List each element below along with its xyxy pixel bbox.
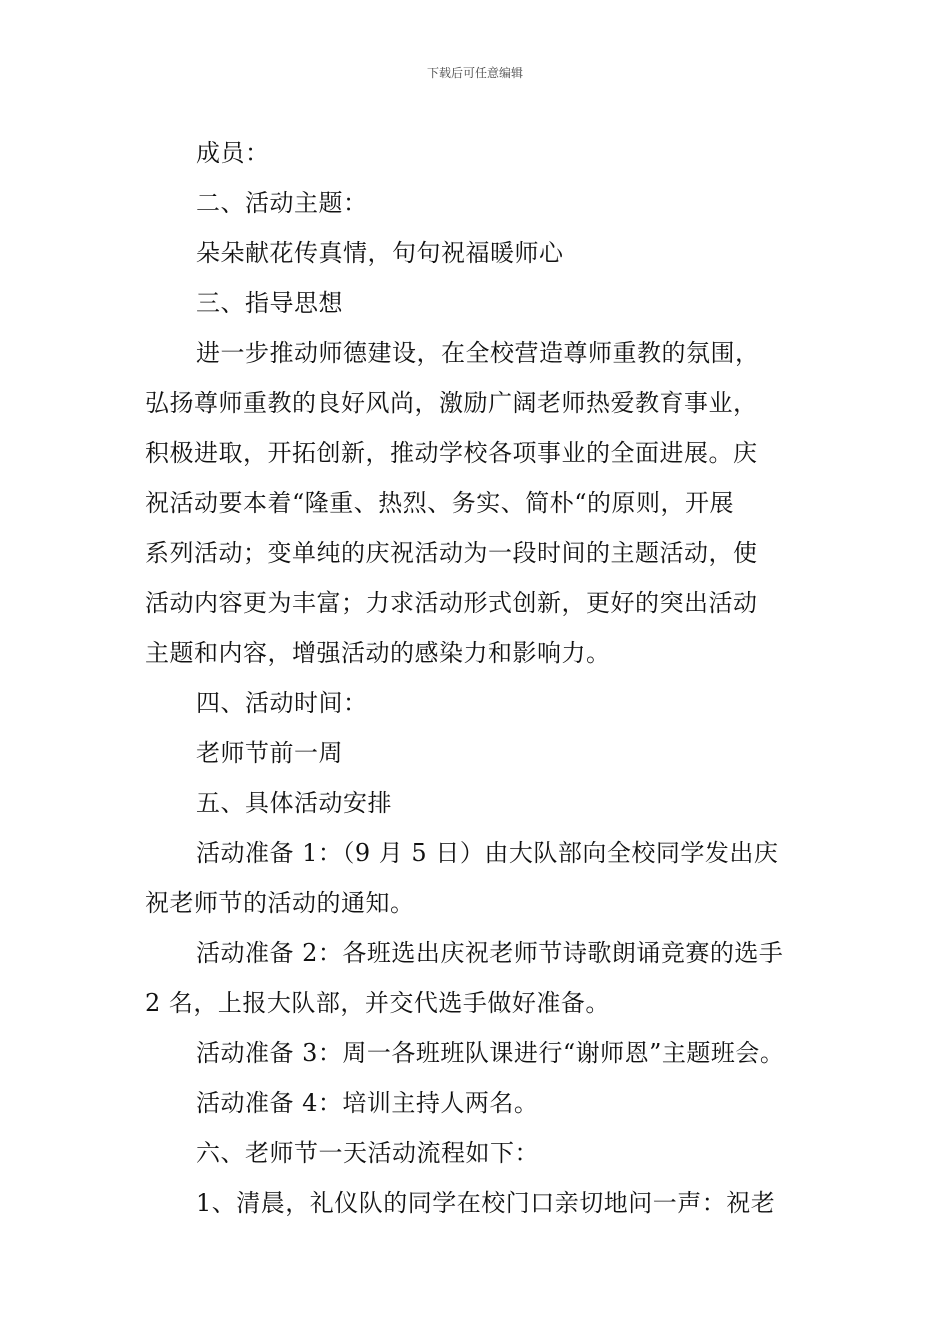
text-line: 老师节前一周 bbox=[196, 739, 343, 767]
text-line: 活动内容更为丰富；力求活动形式创新，更好的突出活动 bbox=[145, 589, 758, 617]
text-line: 四、活动时间： bbox=[196, 689, 368, 717]
text-line: 2 名，上报大队部，并交代选手做好准备。 bbox=[145, 989, 610, 1017]
text-line: 1、清晨，礼仪队的同学在校门口亲切地问一声：祝老 bbox=[196, 1189, 776, 1217]
text-line: 进一步推动师德建设，在全校营造尊师重教的氛围， bbox=[196, 339, 760, 367]
text-line: 祝老师节的活动的通知。 bbox=[145, 889, 415, 917]
text-line: 六、老师节一天活动流程如下： bbox=[196, 1139, 539, 1167]
text-line: 主题和内容，增强活动的感染力和影响力。 bbox=[145, 639, 611, 667]
page-header: 下载后可任意编辑 bbox=[426, 66, 523, 80]
text-line: 系列活动；变单纯的庆祝活动为一段时间的主题活动，使 bbox=[145, 539, 758, 567]
text-line: 祝活动要本着“隆重、热烈、务实、简朴“的原则，开展 bbox=[145, 489, 735, 517]
text-line: 朵朵献花传真情，句句祝福暖师心 bbox=[196, 239, 564, 267]
text-line: 成员： bbox=[196, 139, 270, 167]
document-body bbox=[145, 128, 810, 1228]
text-line: 活动准备 4：培训主持人两名。 bbox=[196, 1089, 539, 1117]
text-line: 活动准备 3：周一各班班队课进行“谢师恩”主题班会。 bbox=[196, 1039, 785, 1067]
text-line: 二、活动主题： bbox=[196, 189, 368, 217]
text-line: 活动准备 1：（9 月 5 日）由大队部向全校同学发出庆 bbox=[196, 839, 779, 867]
text-line: 弘扬尊师重教的良好风尚，激励广阔老师热爱教育事业， bbox=[145, 389, 758, 417]
text-line: 活动准备 2：各班选出庆祝老师节诗歌朗诵竞赛的选手 bbox=[196, 939, 784, 967]
text-line: 五、具体活动安排 bbox=[196, 789, 392, 817]
text-line: 三、指导思想 bbox=[196, 289, 343, 317]
text-line: 积极进取，开拓创新，推动学校各项事业的全面进展。庆 bbox=[145, 439, 758, 467]
